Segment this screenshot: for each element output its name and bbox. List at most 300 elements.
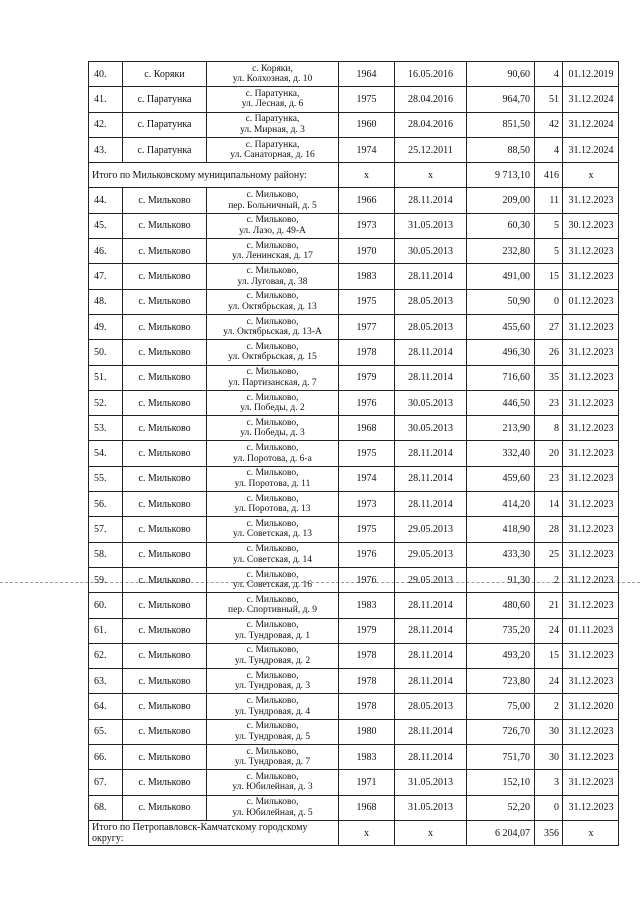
date-cell: 30.05.2013 [395,416,467,441]
address-line-1: с. Мильково, [246,696,299,707]
address-cell [207,289,339,314]
address-line-1: с. Коряки, [252,63,293,74]
address-line-1: с. Мильково, [246,594,299,605]
deadline-cell: 31.12.2023 [563,390,619,415]
row-number: 48. [89,289,123,314]
address-line-1: с. Паратунка, [245,88,300,99]
deadline-cell: 31.12.2023 [563,416,619,441]
register-rows [89,62,619,846]
area-cell: 209,00 [467,188,535,213]
settlement-cell: с. Мильково [123,340,207,365]
deadline-cell: 31.12.2023 [563,466,619,491]
date-cell: 16.05.2016 [395,62,467,87]
deadline-cell: 31.12.2023 [563,365,619,390]
settlement-cell: с. Паратунка [123,87,207,112]
area-cell: 88,50 [467,137,535,162]
address-line-2: ул. Тундровая, д. 3 [234,681,311,692]
address-line-2: ул. Юбилейная, д. 3 [232,782,313,793]
address-line-1: с. Паратунка, [245,114,300,125]
address-line-2: ул. Колхозная, д. 10 [232,74,313,85]
year-cell: 1975 [339,517,395,542]
row-number: 55. [89,466,123,491]
address-line-1: с. Мильково, [246,544,299,555]
settlement-cell: с. Мильково [123,593,207,618]
deadline-cell: 31.12.2023 [563,770,619,795]
housing-register-table [88,61,619,846]
deadline-cell: х [563,163,619,188]
table-total-row [89,820,619,845]
address-line-1: с. Мильково, [246,341,299,352]
address-line-2: пер. Больничный, д. 5 [228,200,317,211]
address-cell [207,314,339,339]
count-cell: 15 [535,643,563,668]
address-cell [207,719,339,744]
area-cell: 152,10 [467,770,535,795]
row-number: 62. [89,643,123,668]
settlement-cell: с. Мильково [123,314,207,339]
settlement-cell: с. Мильково [123,719,207,744]
area-cell: 60,30 [467,213,535,238]
address-line-2: ул. Советская, д. 16 [233,580,312,591]
area-cell: 90,60 [467,62,535,87]
table-row [89,314,619,339]
year-cell: 1980 [339,719,395,744]
area-cell: 6 204,07 [467,820,535,845]
address-line-1: с. Мильково, [246,392,299,403]
count-cell: 20 [535,441,563,466]
area-cell: 213,90 [467,416,535,441]
table-row [89,188,619,213]
address-cell [207,365,339,390]
date-cell: 28.11.2014 [395,188,467,213]
table-row [89,795,619,820]
address-line-2: ул. Партизанская, д. 7 [228,377,317,388]
address-cell [207,669,339,694]
year-cell: 1983 [339,593,395,618]
table-row [89,466,619,491]
table-row [89,770,619,795]
table-row [89,745,619,770]
table-row [89,517,619,542]
row-number: 57. [89,517,123,542]
date-cell: 29.05.2013 [395,567,467,592]
count-cell: 14 [535,492,563,517]
date-cell: 28.11.2014 [395,365,467,390]
address-line-1: с. Мильково, [246,721,299,732]
address-line-1: с. Мильково, [246,518,299,529]
settlement-cell: с. Мильково [123,517,207,542]
count-cell: 42 [535,112,563,137]
date-cell: х [395,820,467,845]
address-cell [207,213,339,238]
total-label: Итого по Петропавловск-Камчатскому городскому округу: [89,820,339,845]
deadline-cell: 31.12.2024 [563,87,619,112]
row-number: 64. [89,694,123,719]
row-number: 50. [89,340,123,365]
year-cell: 1968 [339,795,395,820]
area-cell: 91,30 [467,567,535,592]
year-cell: 1964 [339,62,395,87]
row-number: 41. [89,87,123,112]
address-cell [207,62,339,87]
date-cell: 29.05.2013 [395,517,467,542]
settlement-cell: с. Мильково [123,694,207,719]
area-cell: 9 713,10 [467,163,535,188]
row-number: 53. [89,416,123,441]
row-number: 59. [89,567,123,592]
area-cell: 332,40 [467,441,535,466]
row-number: 54. [89,441,123,466]
row-number: 51. [89,365,123,390]
address-line-1: с. Мильково, [246,266,299,277]
address-cell [207,745,339,770]
count-cell: 5 [535,239,563,264]
table-row [89,340,619,365]
date-cell: 31.05.2013 [395,770,467,795]
area-cell: 232,80 [467,239,535,264]
settlement-cell: с. Мильково [123,542,207,567]
date-cell: 28.11.2014 [395,466,467,491]
year-cell: 1979 [339,618,395,643]
count-cell: 30 [535,745,563,770]
deadline-cell: 01.12.2019 [563,62,619,87]
address-cell [207,239,339,264]
date-cell: 28.11.2014 [395,669,467,694]
settlement-cell: с. Мильково [123,264,207,289]
area-cell: 52,20 [467,795,535,820]
area-cell: 480,60 [467,593,535,618]
address-line-1: с. Паратунка, [245,139,300,150]
address-line-1: с. Мильково, [246,417,299,428]
year-cell: 1971 [339,770,395,795]
settlement-cell: с. Мильково [123,441,207,466]
settlement-cell: с. Мильково [123,466,207,491]
row-number: 45. [89,213,123,238]
count-cell: 28 [535,517,563,542]
table-row [89,643,619,668]
date-cell: 28.11.2014 [395,719,467,744]
date-cell: 28.11.2014 [395,593,467,618]
table-row [89,213,619,238]
address-line-1: с. Мильково, [246,620,299,631]
count-cell: 21 [535,593,563,618]
deadline-cell: 31.12.2023 [563,669,619,694]
address-line-2: ул. Санаторная, д. 16 [230,150,315,161]
deadline-cell: 31.12.2024 [563,112,619,137]
address-cell [207,593,339,618]
year-cell: х [339,820,395,845]
date-cell: 30.05.2013 [395,390,467,415]
deadline-cell: 31.12.2023 [563,492,619,517]
count-cell: 0 [535,289,563,314]
address-line-2: ул. Мирная, д. 3 [240,124,305,135]
row-number: 47. [89,264,123,289]
table-row [89,112,619,137]
address-line-2: ул. Октябрьская, д. 13 [228,301,317,312]
year-cell: 1974 [339,137,395,162]
count-cell: 27 [535,314,563,339]
address-cell [207,441,339,466]
year-cell: 1975 [339,441,395,466]
date-cell: 28.11.2014 [395,340,467,365]
address-line-2: ул. Тундровая, д. 7 [234,757,311,768]
table-row [89,62,619,87]
table-row [89,694,619,719]
address-line-1: с. Мильково, [246,291,299,302]
date-cell: 28.05.2013 [395,694,467,719]
count-cell: 3 [535,770,563,795]
area-cell: 418,90 [467,517,535,542]
settlement-cell: с. Паратунка [123,137,207,162]
area-cell: 751,70 [467,745,535,770]
deadline-cell: 31.12.2023 [563,745,619,770]
settlement-cell: с. Мильково [123,188,207,213]
deadline-cell: 31.12.2023 [563,719,619,744]
table-row [89,618,619,643]
year-cell: 1960 [339,112,395,137]
row-number: 46. [89,239,123,264]
settlement-cell: с. Мильково [123,213,207,238]
count-cell: 24 [535,618,563,643]
area-cell: 414,20 [467,492,535,517]
address-cell [207,188,339,213]
count-cell: 5 [535,213,563,238]
date-cell: 28.11.2014 [395,264,467,289]
address-line-2: ул. Поротова, д. 6-а [233,453,312,464]
address-line-2: ул. Поротова, д. 11 [234,478,311,489]
deadline-cell: 31.12.2024 [563,137,619,162]
year-cell: 1979 [339,365,395,390]
count-cell: 26 [535,340,563,365]
year-cell: 1977 [339,314,395,339]
address-line-2: ул. Поротова, д. 13 [234,504,311,515]
address-line-2: ул. Тундровая, д. 4 [234,706,311,717]
settlement-cell: с. Мильково [123,567,207,592]
count-cell: 30 [535,719,563,744]
table-row [89,542,619,567]
count-cell: 25 [535,542,563,567]
address-line-1: с. Мильково, [246,443,299,454]
area-cell: 446,50 [467,390,535,415]
year-cell: х [339,163,395,188]
year-cell: 1966 [339,188,395,213]
count-cell: 23 [535,466,563,491]
row-number: 63. [89,669,123,694]
deadline-cell: 31.12.2023 [563,239,619,264]
address-cell [207,264,339,289]
row-number: 56. [89,492,123,517]
count-cell: 416 [535,163,563,188]
address-cell [207,770,339,795]
deadline-cell: 31.12.2023 [563,795,619,820]
date-cell: 31.05.2013 [395,795,467,820]
address-line-1: с. Мильково, [246,645,299,656]
settlement-cell: с. Коряки [123,62,207,87]
row-number: 40. [89,62,123,87]
year-cell: 1970 [339,239,395,264]
count-cell: 2 [535,694,563,719]
address-cell [207,517,339,542]
address-cell [207,795,339,820]
address-cell [207,643,339,668]
table-row [89,669,619,694]
row-number: 44. [89,188,123,213]
deadline-cell: 01.12.2023 [563,289,619,314]
deadline-cell: 31.12.2023 [563,643,619,668]
year-cell: 1975 [339,87,395,112]
address-line-1: с. Мильково, [246,367,299,378]
settlement-cell: с. Мильково [123,669,207,694]
date-cell: 28.05.2013 [395,289,467,314]
table-row [89,289,619,314]
year-cell: 1973 [339,492,395,517]
count-cell: 15 [535,264,563,289]
address-line-1: с. Мильково, [246,569,299,580]
deadline-cell: 01.11.2023 [563,618,619,643]
table-row [89,365,619,390]
address-line-2: ул. Лазо, д. 49-А [239,225,306,236]
year-cell: 1973 [339,213,395,238]
count-cell: 11 [535,188,563,213]
row-number: 60. [89,593,123,618]
date-cell: 28.04.2016 [395,112,467,137]
row-number: 49. [89,314,123,339]
table-row [89,239,619,264]
address-cell [207,567,339,592]
address-line-2: ул. Октябрьская, д. 15 [228,352,317,363]
year-cell: 1983 [339,264,395,289]
deadline-cell: 31.12.2023 [563,542,619,567]
deadline-cell: 31.12.2023 [563,567,619,592]
count-cell: 4 [535,62,563,87]
address-cell [207,466,339,491]
address-cell [207,390,339,415]
year-cell: 1978 [339,643,395,668]
date-cell: 28.04.2016 [395,87,467,112]
deadline-cell: 31.12.2023 [563,441,619,466]
area-cell: 75,00 [467,694,535,719]
year-cell: 1976 [339,567,395,592]
date-cell: 28.11.2014 [395,745,467,770]
total-label: Итого по Мильковскому муниципальному району: [89,163,339,188]
address-line-2: ул. Юбилейная, д. 5 [232,807,313,818]
row-number: 61. [89,618,123,643]
year-cell: 1978 [339,340,395,365]
year-cell: 1983 [339,745,395,770]
settlement-cell: с. Мильково [123,795,207,820]
deadline-cell: 31.12.2023 [563,188,619,213]
row-number: 43. [89,137,123,162]
count-cell: 35 [535,365,563,390]
area-cell: 716,60 [467,365,535,390]
address-cell [207,340,339,365]
date-cell: 28.05.2013 [395,314,467,339]
address-line-2: ул. Советская, д. 14 [233,554,312,565]
address-line-1: с. Мильково, [246,190,299,201]
address-line-2: ул. Победы, д. 2 [240,403,305,413]
table-row [89,441,619,466]
deadline-cell: 31.12.2023 [563,340,619,365]
area-cell: 493,20 [467,643,535,668]
table-row [89,492,619,517]
area-cell: 851,50 [467,112,535,137]
table-row [89,416,619,441]
address-line-1: с. Мильково, [246,771,299,782]
settlement-cell: с. Мильково [123,492,207,517]
settlement-cell: с. Мильково [123,745,207,770]
year-cell: 1976 [339,542,395,567]
address-line-1: с. Мильково, [246,670,299,681]
area-cell: 496,30 [467,340,535,365]
address-line-1: с. Мильково, [246,468,299,479]
date-cell: 28.11.2014 [395,441,467,466]
year-cell: 1978 [339,694,395,719]
address-cell [207,416,339,441]
address-line-1: с. Мильково, [246,493,299,504]
address-line-2: ул. Тундровая, д. 1 [234,630,311,641]
date-cell: 30.05.2013 [395,239,467,264]
address-line-1: с. Мильково, [246,316,299,327]
settlement-cell: с. Паратунка [123,112,207,137]
date-cell: 29.05.2013 [395,542,467,567]
count-cell: 4 [535,137,563,162]
settlement-cell: с. Мильково [123,643,207,668]
area-cell: 433,30 [467,542,535,567]
count-cell: 23 [535,390,563,415]
year-cell: 1968 [339,416,395,441]
year-cell: 1976 [339,390,395,415]
deadline-cell: 31.12.2023 [563,517,619,542]
address-cell [207,137,339,162]
table-row [89,264,619,289]
table-total-row [89,163,619,188]
address-line-1: с. Мильково, [246,240,299,251]
address-line-2: ул. Тундровая, д. 2 [234,655,311,666]
date-cell: 31.05.2013 [395,213,467,238]
area-cell: 50,90 [467,289,535,314]
row-number: 52. [89,390,123,415]
date-cell: 28.11.2014 [395,618,467,643]
deadline-cell: 31.12.2023 [563,264,619,289]
count-cell: 356 [535,820,563,845]
deadline-cell: 31.12.2023 [563,314,619,339]
count-cell: 2 [535,567,563,592]
row-number: 66. [89,745,123,770]
count-cell: 51 [535,87,563,112]
area-cell: 459,60 [467,466,535,491]
area-cell: 735,20 [467,618,535,643]
settlement-cell: с. Мильково [123,289,207,314]
row-number: 67. [89,770,123,795]
address-line-2: ул. Лесная, д. 6 [241,99,304,110]
table-row [89,567,619,592]
address-line-1: с. Мильково, [246,215,299,226]
settlement-cell: с. Мильково [123,365,207,390]
date-cell: 28.11.2014 [395,492,467,517]
table-row [89,390,619,415]
deadline-cell: 30.12.2023 [563,213,619,238]
row-number: 65. [89,719,123,744]
year-cell: 1974 [339,466,395,491]
address-cell [207,542,339,567]
deadline-cell: 31.12.2020 [563,694,619,719]
table-row [89,137,619,162]
year-cell: 1978 [339,669,395,694]
row-number: 58. [89,542,123,567]
settlement-cell: с. Мильково [123,239,207,264]
address-cell [207,112,339,137]
area-cell: 726,70 [467,719,535,744]
